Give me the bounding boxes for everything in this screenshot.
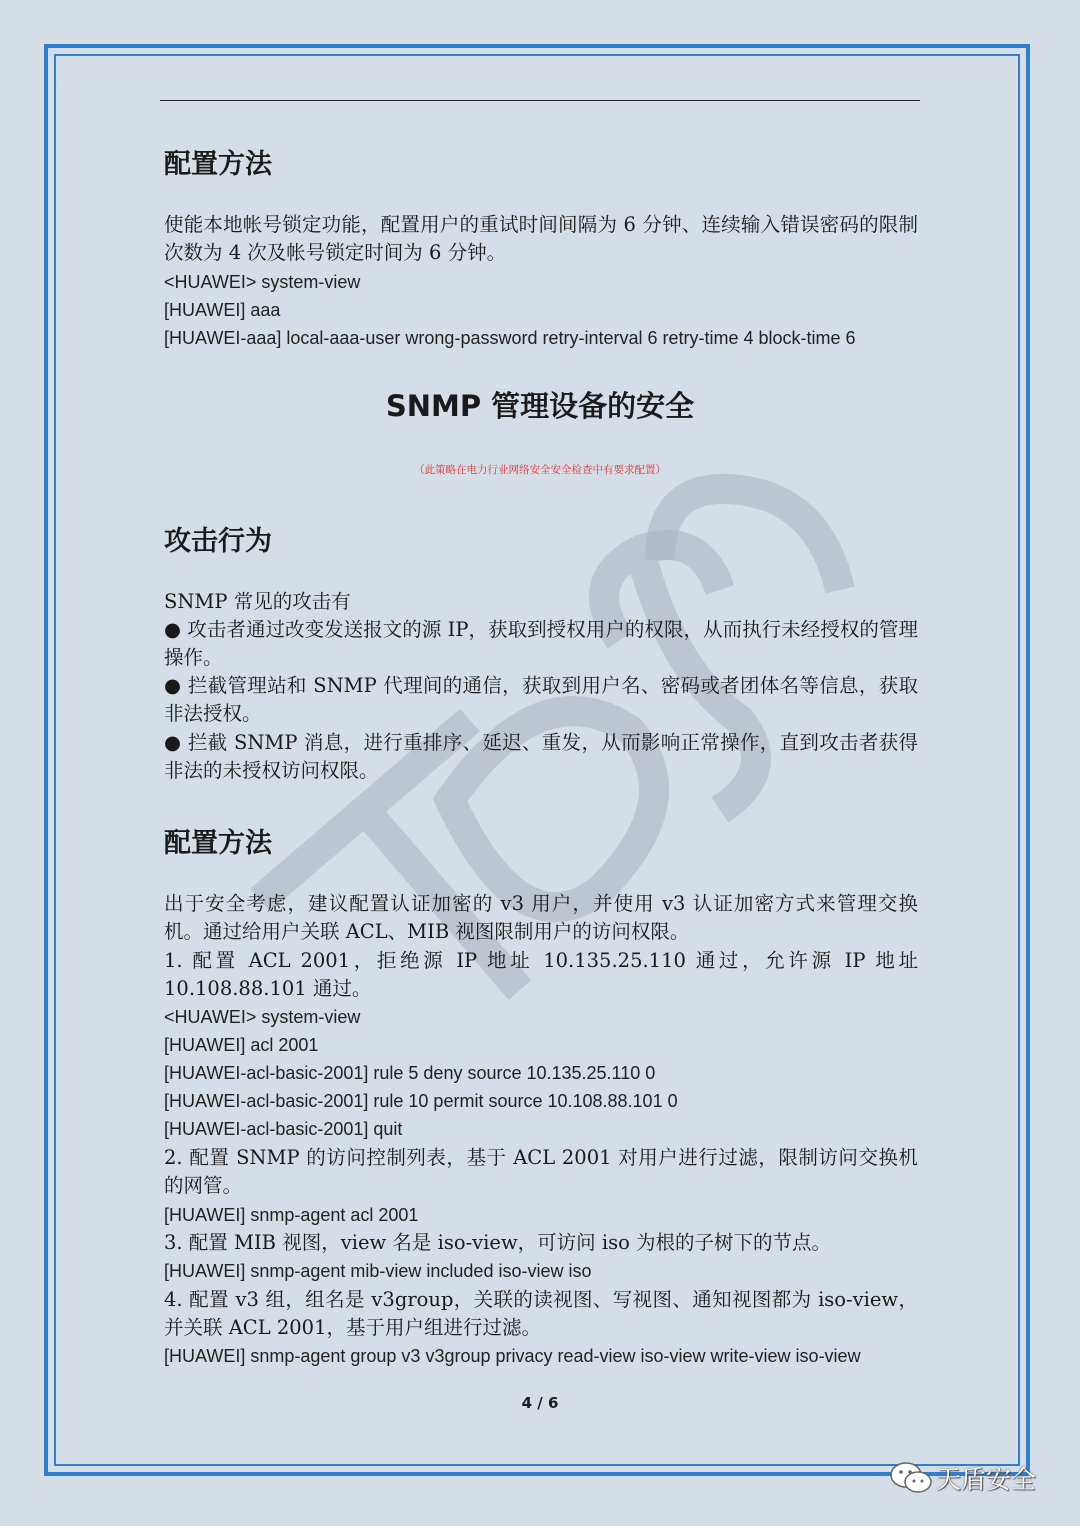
attack-bullet: ● 拦截 SNMP 消息，进行重排序、延迟、重发，从而影响正常操作，直到攻击者获得非法的未授权访问权限。 (164, 731, 918, 782)
step-2: 2. 配置 SNMP 的访问控制列表，基于 ACL 2001 对用户进行过滤，限制访问交换机的网管。 (164, 1146, 918, 1197)
command-line: [HUAWEI-acl-basic-2001] rule 10 permit source 10.108.88.101 0 (164, 1091, 678, 1111)
command-line: [HUAWEI-aaa] local-aaa-user wrong-password retry-interval 6 retry-time 4 block-time 6 (164, 328, 856, 348)
policy-note: （此策略在电力行业网络安全安全检查中有要求配置） (414, 464, 666, 476)
command-line: [HUAWEI] aaa (164, 300, 281, 320)
brand-name: 天盾安全 (936, 1465, 1037, 1494)
brand-badge (888, 1458, 1058, 1498)
section-heading-config-1: 配置方法 (164, 149, 272, 180)
section1-intro: 使能本地帐号锁定功能，配置用户的重试时间间隔为 6 分钟、连续输入错误密码的限制次数为 4 次及帐号锁定时间为 6 分钟。 (164, 213, 918, 264)
top-rule (160, 100, 920, 101)
command-line: [HUAWEI] acl 2001 (164, 1035, 319, 1055)
attack-bullet: ● 拦截管理站和 SNMP 代理间的通信，获取到用户名、密码或者团体名等信息，获取非法授权。 (164, 674, 918, 725)
section-heading-attack: 攻击行为 (164, 526, 272, 557)
command-line: [HUAWEI-acl-basic-2001] rule 5 deny source 10.135.25.110 0 (164, 1063, 656, 1083)
step-4: 4. 配置 v3 组，组名是 v3group，关联的读视图、写视图、通知视图都为 iso-view，并关联 ACL 2001，基于用户组进行过滤。 (164, 1288, 918, 1339)
command-line: <HUAWEI> system-view (164, 1007, 361, 1027)
command-line: [HUAWEI] snmp-agent acl 2001 (164, 1205, 419, 1225)
command-line: <HUAWEI> system-view (164, 272, 361, 292)
command-line: [HUAWEI-acl-basic-2001] quit (164, 1119, 403, 1139)
command-line: [HUAWEI] snmp-agent group v3 v3group privacy read-view iso-view write-view iso-view (164, 1346, 861, 1366)
attack-lead: SNMP 常见的攻击有 (164, 590, 351, 613)
step-3: 3. 配置 MIB 视图，view 名是 iso-view，可访问 iso 为根的子树下的节点。 (164, 1231, 832, 1254)
command-line: [HUAWEI] snmp-agent mib-view included iso-view iso (164, 1261, 592, 1281)
attack-bullet: ● 攻击者通过改变发送报文的源 IP，获取到授权用户的权限，从而执行未经授权的管理操作。 (164, 618, 918, 669)
step-1: 1. 配置 ACL 2001，拒绝源 IP 地址 10.135.25.110 通过，允许源 IP 地址 10.108.88.101 通过。 (164, 949, 918, 1000)
page-title: SNMP 管理设备的安全 (385, 389, 695, 423)
wechat-icon (888, 1460, 934, 1496)
page-number: 4 / 6 (521, 1394, 559, 1412)
section-heading-config-2: 配置方法 (164, 828, 272, 859)
section3-intro: 出于安全考虑，建议配置认证加密的 v3 用户，并使用 v3 认证加密方式来管理交换机。通过给用户关联 ACL、MIB 视图限制用户的访问权限。 (164, 892, 918, 943)
